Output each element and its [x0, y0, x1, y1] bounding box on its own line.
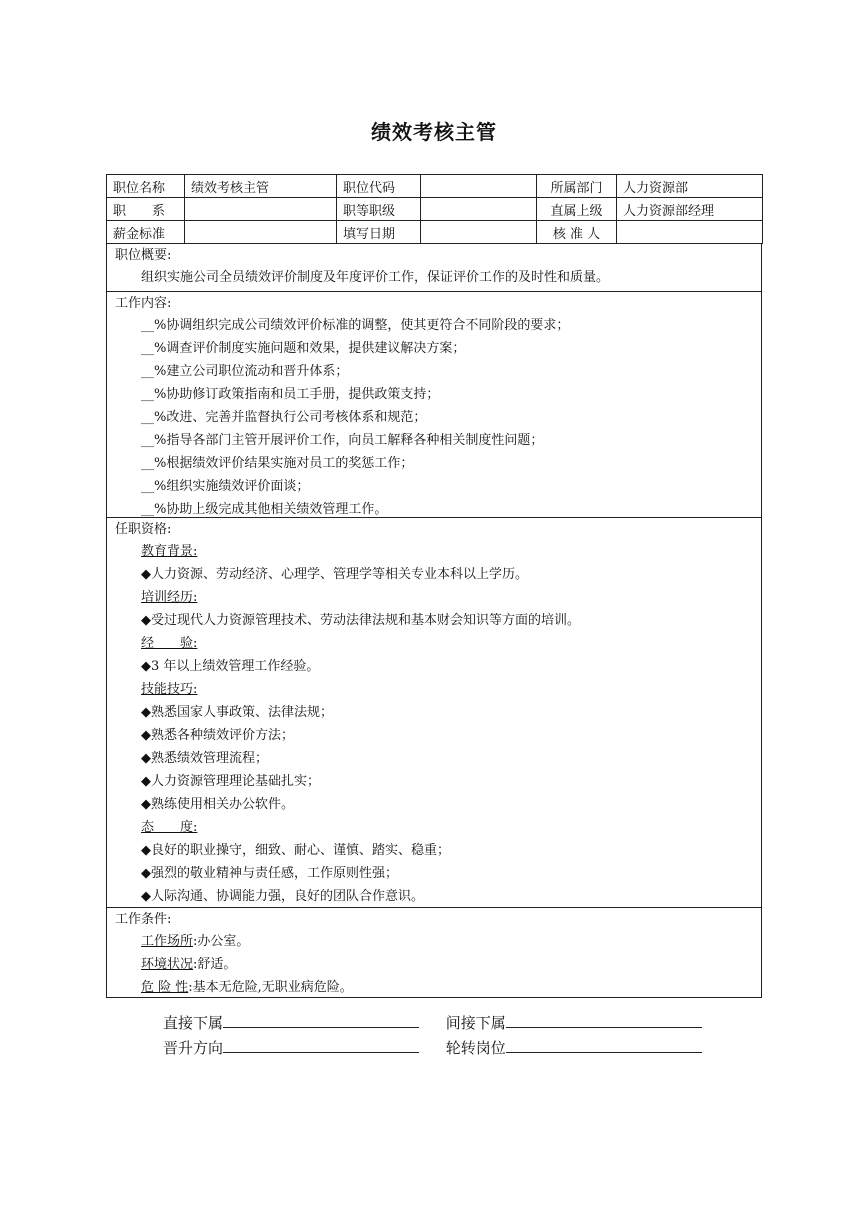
environment-row	[107, 953, 761, 976]
salary-label: 薪金标准	[107, 221, 185, 244]
list-item: __%协助上级完成其他相关绩效管理工作。	[141, 502, 388, 517]
promotion-label: 晋升方向	[163, 1039, 224, 1057]
list-item: ◆受过现代人力资源管理技术、劳动法律法规和基本财会知识等方面的培训。	[141, 613, 580, 628]
job-info-table	[106, 174, 763, 244]
list-item: __%改进、完善并监督执行公司考核体系和规范；	[141, 410, 427, 425]
fill-date-label: 填写日期	[337, 221, 421, 244]
list-item: ◆3 年以上绩效管理工作经验。	[141, 659, 320, 674]
list-item: ◆人力资源管理理论基础扎实；	[141, 774, 320, 789]
list-item: ◆人际沟通、协调能力强，良好的团队合作意识。	[141, 889, 424, 904]
list-item: __%指导各部门主管开展评价工作，向员工解释各种相关制度性问题；	[141, 433, 544, 448]
qualifications-heading: 任职资格:	[115, 522, 172, 537]
supervisor-value: 人力资源部经理	[617, 198, 763, 221]
position-code-value	[421, 175, 537, 198]
list-item: ◆人力资源、劳动经济、心理学、管理学等相关专业本科以上学历。	[141, 567, 528, 582]
table-row	[107, 175, 763, 198]
footer-row-subordinates	[163, 1011, 702, 1033]
job-family-value	[185, 198, 337, 221]
page-title: 绩效考核主管	[371, 120, 497, 144]
fill-date-value	[421, 221, 537, 244]
table-row	[107, 198, 763, 221]
promotion-blank	[223, 1036, 419, 1053]
work-place-value: :办公室。	[193, 934, 250, 949]
risk-label: 危 险 性	[141, 980, 189, 995]
training-label: 培训经历:	[141, 590, 198, 605]
list-item: __%组织实施绩效评价面谈；	[141, 479, 310, 494]
list-item: ◆熟悉各种绩效评价方法；	[141, 728, 294, 743]
environment-value: :舒适。	[193, 957, 237, 972]
conditions-section	[106, 908, 762, 998]
work-place-label: 工作场所	[141, 934, 194, 949]
position-name-label: 职位名称	[107, 175, 185, 198]
environment-label: 环境状况	[141, 957, 194, 972]
summary-section	[106, 244, 762, 292]
approver-label: 核 准 人	[537, 221, 617, 244]
rotation-label: 轮转岗位	[445, 1039, 506, 1057]
list-item: __%建立公司职位流动和晋升体系；	[141, 364, 349, 379]
list-item: __%协调组织完成公司绩效评价标准的调整，使其更符合不同阶段的要求；	[141, 318, 570, 333]
direct-subordinate-label: 直接下属	[163, 1014, 224, 1032]
indirect-subordinate-label: 间接下属	[445, 1014, 506, 1032]
list-item: __%调查评价制度实施问题和效果，提供建议解决方案；	[141, 341, 466, 356]
duties-heading: 工作内容:	[115, 296, 172, 311]
list-item: ◆熟练使用相关办公软件。	[141, 797, 294, 812]
experience-label: 经 验:	[141, 636, 198, 651]
list-item: __%根据绩效评价结果实施对员工的奖惩工作；	[141, 456, 414, 471]
education-label: 教育背景:	[141, 544, 198, 559]
job-family-label: 职 系	[107, 198, 185, 221]
job-grade-label: 职等职级	[337, 198, 421, 221]
department-label: 所属部门	[537, 175, 617, 198]
duties-section	[106, 292, 762, 518]
salary-value	[185, 221, 337, 244]
list-item: ◆熟悉国家人事政策、法律法规；	[141, 705, 333, 720]
attitude-label: 态 度:	[141, 820, 198, 835]
table-row	[107, 221, 763, 244]
list-item: ◆熟悉绩效管理流程；	[141, 751, 268, 766]
qualifications-section	[106, 518, 762, 908]
approver-value	[617, 221, 763, 244]
footer-row-career	[163, 1036, 702, 1058]
risk-value: :基本无危险,无职业病危险。	[188, 980, 353, 995]
list-item: ◆强烈的敬业精神与责任感，工作原则性强；	[141, 866, 398, 881]
skills-label: 技能技巧:	[141, 682, 198, 697]
department-value: 人力资源部	[617, 175, 763, 198]
conditions-heading: 工作条件:	[115, 912, 172, 927]
supervisor-label: 直属上级	[537, 198, 617, 221]
list-item: __%协助修订政策指南和员工手册，提供政策支持；	[141, 387, 440, 402]
risk-row	[107, 976, 761, 999]
job-grade-value	[421, 198, 537, 221]
work-place-row	[107, 930, 761, 953]
summary-text: 组织实施公司全员绩效评价制度及年度评价工作，保证评价工作的及时性和质量。	[141, 270, 610, 285]
list-item: ◆良好的职业操守，细致、耐心、谨慎、踏实、稳重；	[141, 843, 450, 858]
summary-heading: 职位概要:	[115, 248, 172, 263]
direct-subordinate-blank	[223, 1011, 419, 1028]
position-code-label: 职位代码	[337, 175, 421, 198]
rotation-blank	[506, 1036, 702, 1053]
indirect-subordinate-blank	[506, 1011, 702, 1028]
position-name-value: 绩效考核主管	[185, 175, 337, 198]
